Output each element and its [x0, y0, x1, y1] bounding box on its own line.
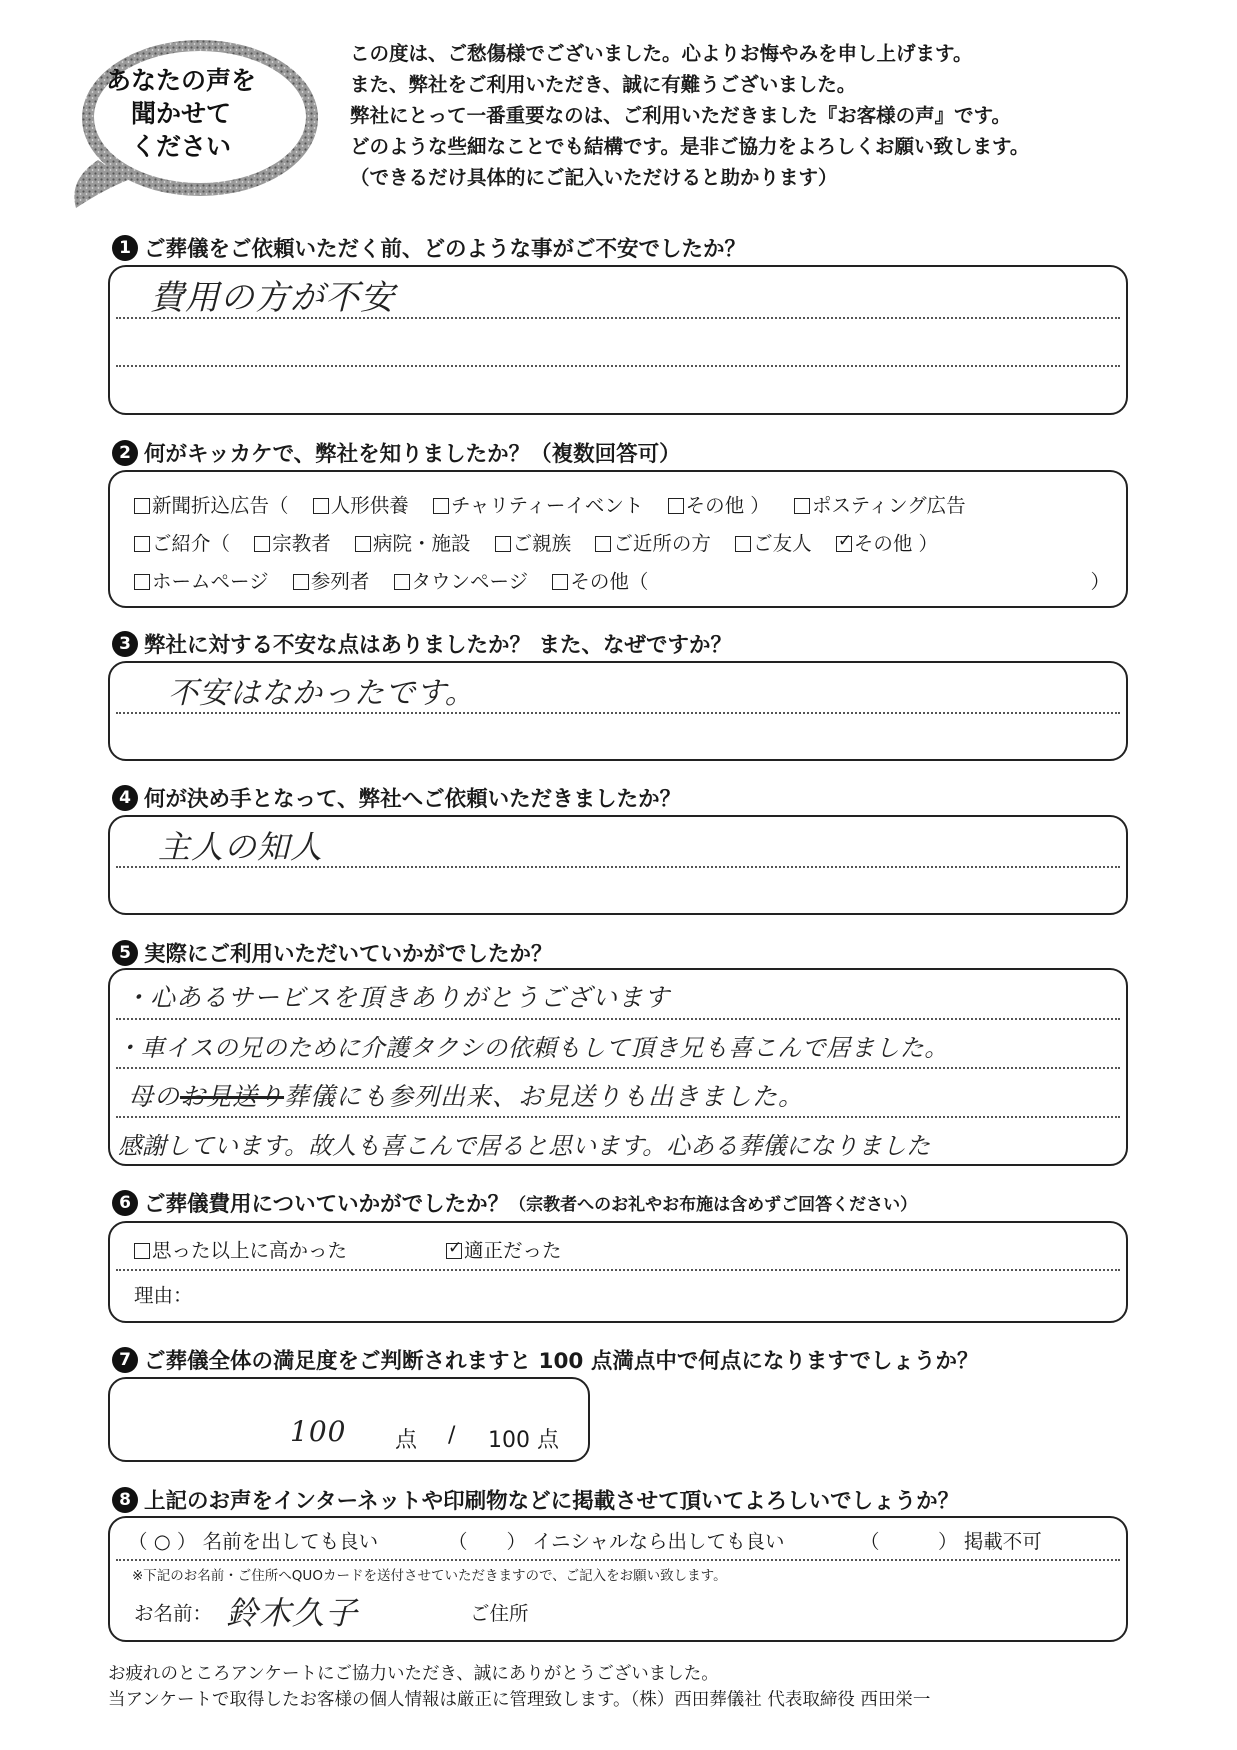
question-7-heading [112, 1344, 979, 1375]
question-8-label: 上記のお声をインターネットや印刷物などに掲載させて頂いてよろしいでしょうか？ [144, 1489, 960, 1514]
option-no-publish[interactable]: （ ） 掲載不可 [860, 1530, 1042, 1553]
checkbox[interactable] [794, 498, 810, 514]
checkbox[interactable] [595, 536, 611, 552]
option-initials-ok[interactable]: （ ） イニシャルなら出しても良い [448, 1530, 785, 1553]
option-neighbors[interactable]: ご近所の方 [595, 528, 711, 556]
checkbox[interactable] [293, 574, 309, 590]
bubble-line-2: 聞かせて [130, 99, 231, 128]
question-2-heading [112, 437, 681, 468]
checkbox[interactable] [134, 1243, 150, 1259]
option-clergy[interactable]: 宗教者 [254, 528, 331, 556]
checkbox[interactable] [668, 498, 684, 514]
option-posting-ad[interactable]: ポスティング広告 [794, 490, 966, 518]
dotted-rule [116, 1067, 1120, 1069]
option-fair-price-checked[interactable]: ✓ 適正だった [446, 1235, 562, 1263]
question-number-badge: 5 [112, 940, 138, 966]
option-other-3-close: ） [1090, 570, 1110, 593]
option-other-1[interactable]: その他 ） [668, 490, 770, 518]
question-3-handwritten-answer: 不安はなかったです。 [168, 676, 476, 711]
question-1-handwritten-answer: 費用の方が不安 [150, 278, 395, 318]
checkbox[interactable] [254, 536, 270, 552]
option-hospital[interactable]: 病院・施設 [355, 528, 471, 556]
question-4-handwritten-answer: 主人の知人 [158, 828, 324, 866]
option-doll-memorial[interactable]: 人形供養 [313, 490, 409, 518]
option-homepage[interactable]: ホームページ [134, 566, 269, 594]
checkbox[interactable] [394, 574, 410, 590]
checkbox[interactable] [134, 574, 150, 590]
option-name-ok-selected[interactable]: （ ○ ） 名前を出しても良い [128, 1530, 379, 1553]
reason-label: 理由： [134, 1284, 193, 1307]
checkbox[interactable] [495, 536, 511, 552]
question-2-label: 何がキッカケで、弊社を知りましたか？（複数回答可） [144, 442, 681, 467]
question-number-badge: 6 [112, 1190, 138, 1216]
question-1-heading [112, 232, 746, 263]
dotted-rule [116, 1269, 1120, 1271]
question-4-label: 何が決め手となって、弊社へご依頼いただきましたか？ [144, 787, 682, 812]
footer-thanks: お疲れのところアンケートにご協力いただき、誠にありがとうございました。 [108, 1664, 719, 1684]
intro-line-3: 弊社にとって一番重要なのは、ご利用いただきました『お客様の声』です。 [350, 104, 1012, 127]
struck-through-word: お見送り [180, 1082, 285, 1111]
checkbox[interactable] [313, 498, 329, 514]
question-1-label: ご葬儀をご依頼いただく前、どのような事がご不安でしたか？ [144, 237, 747, 262]
score-slash: / [448, 1423, 456, 1448]
question-8-heading [112, 1484, 959, 1515]
checkbox-checked[interactable] [836, 536, 852, 552]
score-handwritten: 100 [290, 1415, 347, 1448]
question-number-badge: 2 [112, 440, 138, 466]
intro-line-4: どのような些細なことでも結構です。是非ご協力をよろしくお願い致します。 [350, 135, 1030, 158]
bubble-line-3: ください [130, 132, 231, 161]
question-3-heading [112, 628, 732, 659]
dotted-rule [116, 1018, 1120, 1020]
score-max: 100 点 [488, 1428, 559, 1453]
checkbox[interactable] [355, 536, 371, 552]
score-point-unit: 点 [395, 1428, 418, 1453]
intro-line-1: この度は、ご愁傷様でございました。心よりお悔やみを申し上げます。 [350, 42, 973, 65]
bubble-line-1: あなたの声を [105, 66, 256, 95]
dotted-rule [116, 1116, 1120, 1118]
checkbox[interactable] [735, 536, 751, 552]
answer-word-mother: 母の [128, 1082, 181, 1111]
question-5-heading [112, 937, 553, 968]
question-6-label: ご葬儀費用についていかがでしたか？ [144, 1192, 510, 1217]
question-2-option-row-3 [134, 566, 1110, 594]
question-6-note: （宗教者へのお礼やお布施は含めずご回答ください） [509, 1195, 918, 1215]
question-5-label: 実際にご利用いただいていかがでしたか？ [144, 942, 553, 967]
dotted-rule [116, 1559, 1120, 1561]
question-number-badge: 4 [112, 785, 138, 811]
address-label: ご住所 [470, 1602, 529, 1625]
question-number-badge: 8 [112, 1487, 138, 1513]
quo-card-note: ※下記のお名前・ご住所へQUOカードを送付させていただきますので、ご記入をお願い致します。 [132, 1568, 727, 1584]
question-2-option-row-2 [134, 528, 956, 556]
checkbox[interactable] [433, 498, 449, 514]
question-5-answer-line-1: ・心あるサービスを頂きありがとうございます [124, 983, 671, 1012]
question-6-heading [112, 1187, 917, 1218]
option-friends[interactable]: ご友人 [735, 528, 812, 556]
intro-message [350, 38, 1210, 193]
checkbox[interactable] [552, 574, 568, 590]
dotted-rule [116, 365, 1120, 367]
intro-line-2: また、弊社をご利用いただき、誠に有難うございました。 [350, 73, 857, 96]
option-charity-event[interactable]: チャリティーイベント [433, 490, 643, 518]
footer-privacy: 当アンケートで取得したお客様の個人情報は厳正に管理致します。（株）西田葬儀社 代表取締役 西田栄一 [108, 1690, 931, 1710]
question-5-answer-line-2: ・車イスの兄のために介護タクシの依頼もして頂き兄も喜こんで居ました。 [116, 1034, 949, 1062]
option-newspaper-insert[interactable]: 新聞折込広告（ [134, 490, 289, 518]
option-relatives[interactable]: ご親族 [495, 528, 572, 556]
checkbox[interactable] [134, 498, 150, 514]
name-handwritten[interactable]: 鈴木久子 [226, 1594, 359, 1632]
option-too-expensive[interactable]: 思った以上に高かった [134, 1235, 347, 1263]
option-referral[interactable]: ご紹介（ [134, 528, 230, 556]
question-number-badge: 7 [112, 1347, 138, 1373]
checkbox[interactable] [134, 536, 150, 552]
question-4-heading [112, 782, 681, 813]
checkbox-checked[interactable] [446, 1243, 462, 1259]
question-5-answer-line-4: 感謝しています。故人も喜こんで居ると思います。心ある葬儀になりました [118, 1132, 931, 1160]
option-other-3[interactable]: その他（ [552, 566, 648, 594]
question-7-label: ご葬儀全体の満足度をご判断されますと 100 点満点中で何点になりますでしょうか？ [144, 1349, 979, 1374]
answer-line-3-rest: 葬儀にも参列出来、お見送りも出きました。 [284, 1082, 805, 1111]
question-5-answer-line-3 [128, 1077, 804, 1113]
intro-line-5: （できるだけ具体的にご記入いただけると助かります） [350, 166, 838, 189]
option-attendee[interactable]: 参列者 [293, 566, 370, 594]
option-other-2-checked[interactable]: ✓ その他 ） [836, 528, 938, 556]
name-label: お名前： [134, 1602, 213, 1625]
option-town-page[interactable]: タウンページ [394, 566, 529, 594]
question-number-badge: 1 [112, 235, 138, 261]
question-3-label: 弊社に対する不安な点はありましたか？ また、なぜですか？ [144, 633, 732, 658]
dotted-rule [116, 712, 1120, 714]
question-number-badge: 3 [112, 631, 138, 657]
question-2-option-row-1 [134, 490, 984, 518]
